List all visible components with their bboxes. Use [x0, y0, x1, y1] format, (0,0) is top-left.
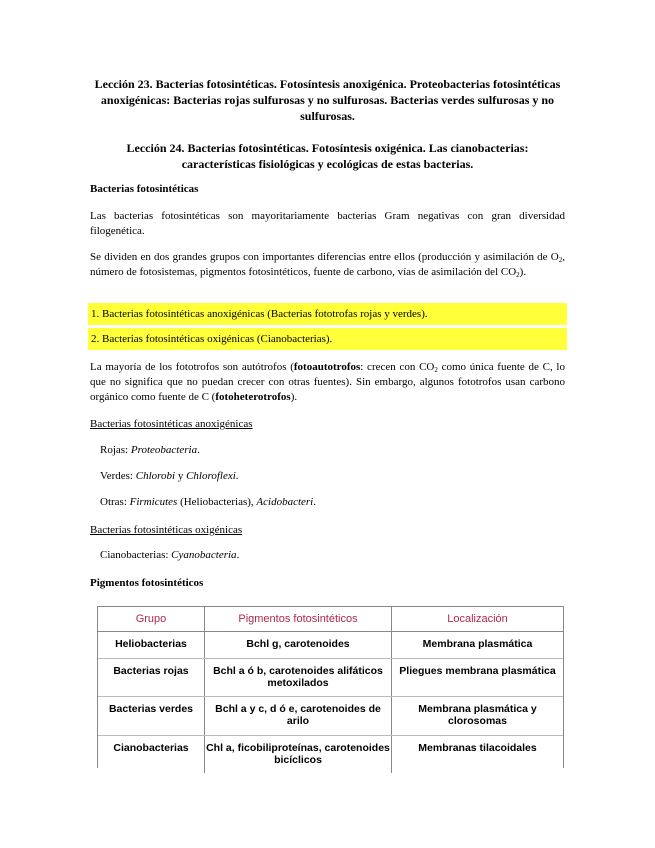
heading-pigmentos: Pigmentos fotosintéticos [90, 577, 204, 589]
pigment-table [97, 606, 564, 768]
table-cell: Membranas tilacoidales [392, 736, 564, 774]
paragraph-groups: Se dividen en dos grandes grupos con importantes diferencias entre ellos (producción y asimilación de $O_2$, número de fotosistemas, pigmentos fotosintéticos, fuente de carbono, vías de asimilación del $CO_2$). [90, 251, 565, 279]
column-header-grupo: Grupo [98, 607, 205, 632]
section-heading-bacterias: Bacterias fotosintéticas [90, 183, 199, 195]
table-cell: Membrana plasmática [392, 632, 564, 659]
table-cell: Heliobacterias [98, 632, 205, 659]
item-cianobacterias: Cianobacterias: Cyanobacteria. [100, 549, 240, 561]
heading-anoxigenicas: Bacterias fotosintéticas anoxigénicas [90, 418, 253, 430]
table-row [98, 697, 563, 736]
highlight-anoxigenicas: 1. Bacterias fotosintéticas anoxigénicas (Bacterias fototrofas rojas y verdes). [88, 303, 567, 325]
item-rojas: Rojas: Proteobacteria. [100, 444, 200, 456]
table-cell: Bacterias verdes [98, 697, 205, 736]
paragraph-fototrofos: La mayoría de los fototrofos son autótrofos (fotoautotrofos: crecen con $CO_2$ como única fuente de C, lo que no significa que no puedan crecer con otras fuentes). Sin embargo, algunos fototrofos usan carbono orgánico como fuente de C (fotoheterotrofos). [90, 361, 565, 403]
table-cell: Membrana plasmática y clorosomas [392, 697, 564, 736]
lesson-23-title: Lección 23. Bacterias fotosintéticas. Fotosíntesis anoxigénica. Proteobacterias fotosintéticas anoxigénicas: Bacterias rojas sulfurosas y no sulfurosas. Bacterias verdes sulfurosas y no sulfurosas. [94, 77, 561, 123]
column-header-pigmentos: Pigmentos fotosintéticos [205, 607, 392, 632]
item-otras: Otras: Firmicutes (Heliobacterias), Acidobacteri. [100, 496, 316, 508]
highlight-oxigenicas: 2. Bacterias fotosintéticas oxigénicas (Cianobacterias). [88, 328, 567, 350]
table-cell: Cianobacterias [113, 742, 189, 754]
column-header-localizacion: Localización [392, 607, 564, 632]
table-row [98, 736, 563, 774]
item-verdes: Verdes: Chlorobi y Chloroflexi. [100, 470, 239, 482]
table-cell: Bchl a y c, d ó e, carotenoides de arilo [205, 697, 392, 736]
table-header-row [98, 607, 563, 632]
table-row [98, 632, 563, 659]
table-cell: Chl a, ficobiliproteínas, carotenoides bicíclicos [205, 736, 392, 774]
paragraph-intro: Las bacterias fotosintéticas son mayoritariamente bacterias Gram negativas con gran diversidad filogenética. [90, 210, 565, 237]
table-cell: Bchl a ó b, carotenoides alifáticos metoxilados [205, 659, 392, 697]
lesson-24-title: Lección 24. Bacterias fotosintéticas. Fotosíntesis oxigénica. Las cianobacterias: características fisiológicas y ecológicas de estas bacterias. [126, 141, 529, 171]
heading-oxigenicas: Bacterias fotosintéticas oxigénicas [90, 524, 243, 536]
table-row [98, 659, 563, 697]
table-cell: Pliegues membrana plasmática [392, 659, 564, 697]
table-cell: Bchl g, carotenoides [205, 632, 392, 659]
table-cell: Bacterias rojas [98, 659, 205, 697]
